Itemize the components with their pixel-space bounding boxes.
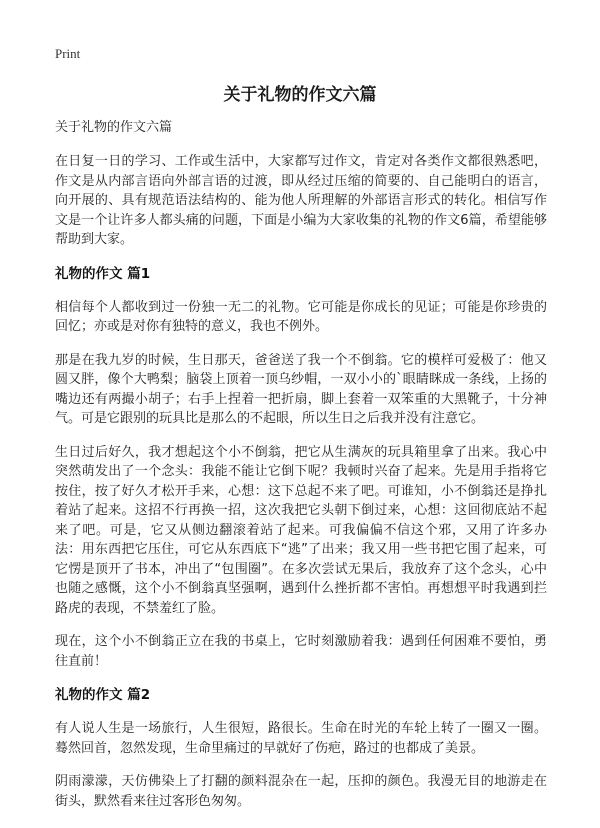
intro-paragraph: 在日复一日的学习、工作或生活中，大家都写过作文，肯定对各类作文都很熟悉吧，作文是从内部言语向外部言语的过渡，即从经过压缩的简要的、自己能明白的语言，向开展的、具有规范语法结构的、能为他人所理解的外部语言形式的转化。相信写作文是一个让许多人都头痛的问题，下面是小编为大家收集的礼物的作文6篇，希望能够帮助到大家。: [55, 154, 547, 247]
page-title: 关于礼物的作文六篇: [223, 85, 377, 105]
section-heading-1: 礼物的作文 篇1: [55, 265, 151, 282]
print-link[interactable]: Print: [55, 46, 81, 61]
section-1-paragraph: 生日过后好久，我才想起这个小不倒翁，把它从生满灰的玩具箱里拿了出来。我心中突然萌发出了一个念头：我能不能让它倒下呢？我顿时兴奋了起来。先是用手指将它按住，按了好久才松开手来，心想：这下总起不来了吧。可谁知，小不倒翁还是挣扎着站了起来。这招不行再换一招，这次我把它头朝下倒过来，心想：这回彻底站不起来了吧。可是，它又从侧边翻滚着站了起来。可我偏偏不信这个邪，又用了许多办法：用东西把它压住，可它从东西底下“逃”了出来；我又用一些书把它围了起来，可它愣是顶开了书本，冲出了“包围圈”。在多次尝试无果后，我放弃了这个念头，心中也随之感慨，这个小不倒翁真坚强啊，遇到什么挫折都不害怕。再想想平时我遇到拦路虎的表现，不禁羞红了脸。: [55, 444, 547, 616]
article-body: [55, 118, 547, 825]
section-1-paragraph: 相信每个人都收到过一份独一无二的礼物。它可能是你成长的见证；可能是你珍贵的回忆；亦或是对你有独特的意义，我也不例外。: [55, 299, 547, 334]
section-heading-2: 礼物的作文 篇2: [55, 687, 151, 703]
section-2-paragraph: 阴雨濛濛，天仿佛染上了打翻的颜料混杂在一起，压抑的颜色。我漫无目的地游走在街头，默然看来往过客形色匆匆。: [55, 774, 547, 809]
section-1-paragraph: 那是在我九岁的时候，生日那天，爸爸送了我一个不倒翁。它的模样可爱极了：他又圆又胖，像个大鸭梨；脑袋上顶着一顶乌纱帽，一双小小的`眼睛眯成一条线，上扬的嘴边还有两撮小胡子；右手上捏着一把折扇，脚上套着一双笨重的大黑靴子，十分神气。可是它跟别的玩具比是那么的不起眼，所以生日之后我并没有注意它。: [55, 352, 547, 426]
section-1-paragraph: 现在，这个小不倒翁正立在我的书桌上，它时刻激励着我：遇到任何困难不要怕，勇往直前！: [55, 634, 547, 669]
section-2-paragraph: 有人说人生是一场旅行，人生很短，路很长。生命在时光的车轮上转了一圈又一圈。蓦然回首，忽然发现，生命里痛过的早就好了伤疤，路过的也都成了美景。: [55, 721, 547, 756]
article-subtitle: 关于礼物的作文六篇: [55, 120, 173, 135]
